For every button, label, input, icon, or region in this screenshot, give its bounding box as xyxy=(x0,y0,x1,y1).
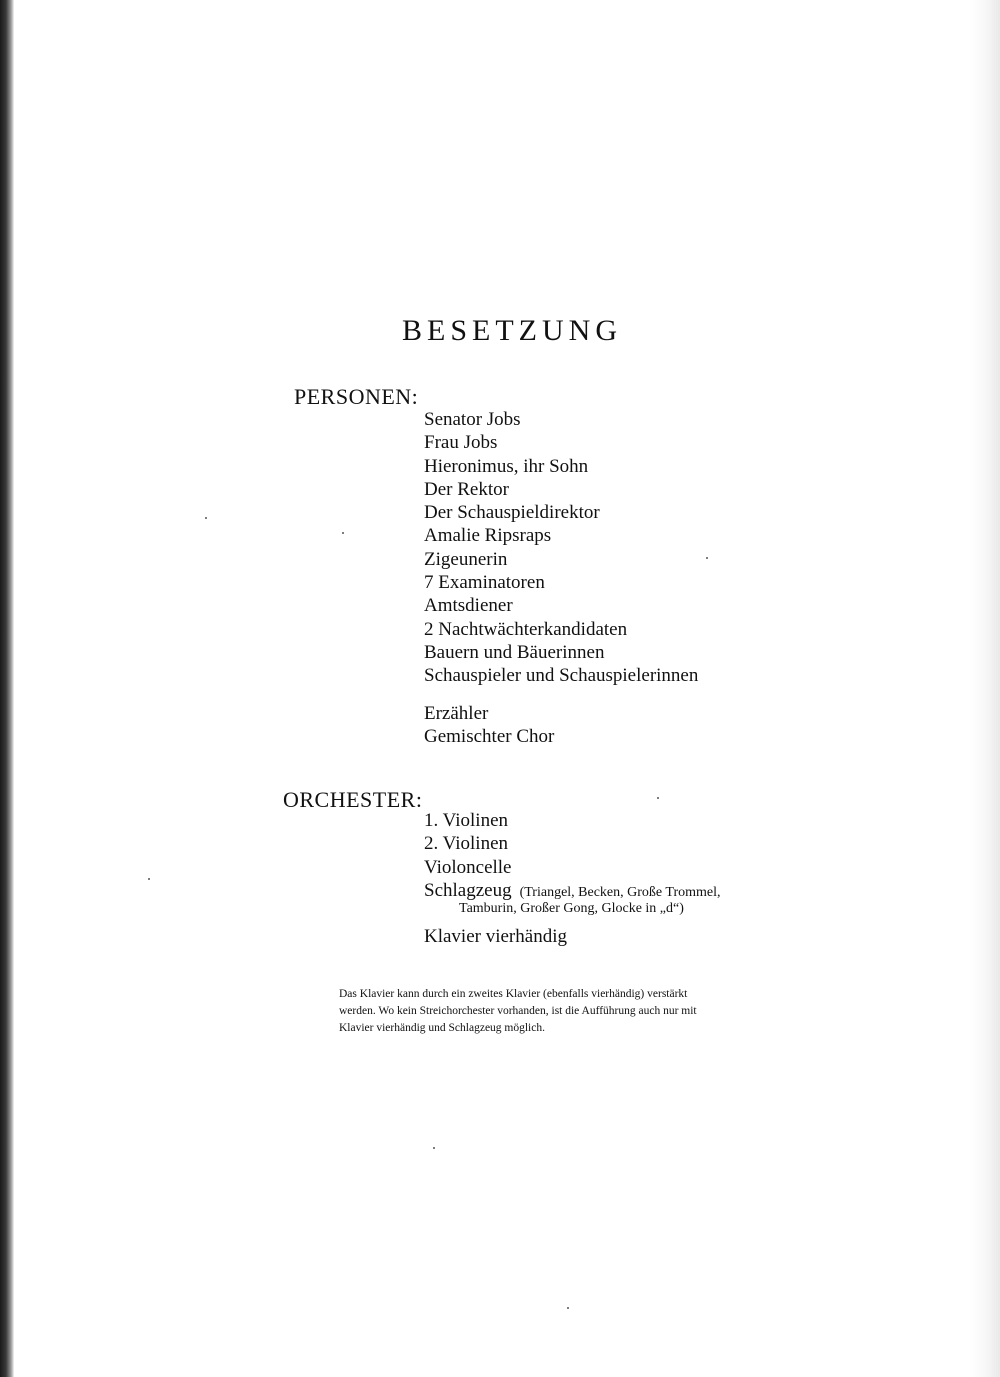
page-title: BESETZUNG xyxy=(402,314,622,347)
scan-right-shadow xyxy=(970,0,1000,1377)
additional-roles-list xyxy=(424,702,554,749)
orchester-list xyxy=(424,809,721,948)
scan-speck xyxy=(657,797,659,799)
scan-speck xyxy=(567,1307,569,1309)
role-item: Frau Jobs xyxy=(424,432,498,454)
scan-speck xyxy=(706,557,708,559)
role-item: Der Schauspieldirektor xyxy=(424,502,600,524)
percussion-detail-line2: Tamburin, Großer Gong, Glocke in „d“) xyxy=(459,901,684,916)
instrument-item: 1. Violinen xyxy=(424,810,509,831)
role-item: Erzähler xyxy=(424,703,489,724)
instrument-item: 2. Violinen xyxy=(424,833,509,855)
footnote: Das Klavier kann durch ein zweites Klavier (ebenfalls vierhändig) verstärkt werden. Wo kein Streichorchester vorhanden, ist die Aufführung auch nur mit Klavier vierhändig und Schlagzeug möglich. xyxy=(339,988,697,1034)
role-item: Senator Jobs xyxy=(424,409,521,430)
role-item: Zigeunerin xyxy=(424,548,508,570)
scan-speck xyxy=(148,878,150,880)
role-item: Amtsdiener xyxy=(424,595,513,617)
percussion-item xyxy=(424,879,721,901)
role-item: Amalie Ripsraps xyxy=(424,525,552,547)
scan-speck xyxy=(433,1147,435,1149)
scan-speck xyxy=(342,532,344,534)
role-item: Schauspieler und Schauspielerinnen xyxy=(424,665,699,687)
percussion-detail-line1: (Triangel, Becken, Große Trommel, xyxy=(519,884,721,900)
scan-left-edge xyxy=(0,0,14,1377)
scan-speck xyxy=(205,517,207,519)
personen-label: PERSONEN: xyxy=(294,384,419,409)
role-item: 7 Examinatoren xyxy=(424,572,545,594)
role-item: Hieronimus, ihr Sohn xyxy=(424,455,589,477)
role-item: 2 Nachtwächterkandidaten xyxy=(424,618,628,640)
role-item: Bauern und Bäuerinnen xyxy=(424,641,605,663)
personen-list xyxy=(424,408,698,688)
role-item: Gemischter Chor xyxy=(424,726,555,748)
orchester-label: ORCHESTER: xyxy=(283,787,423,812)
role-item: Der Rektor xyxy=(424,478,509,500)
instrument-item: Violoncelle xyxy=(424,856,512,878)
instrument-item: Klavier vierhändig xyxy=(424,925,567,947)
percussion-label: Schlagzeug xyxy=(424,879,512,901)
